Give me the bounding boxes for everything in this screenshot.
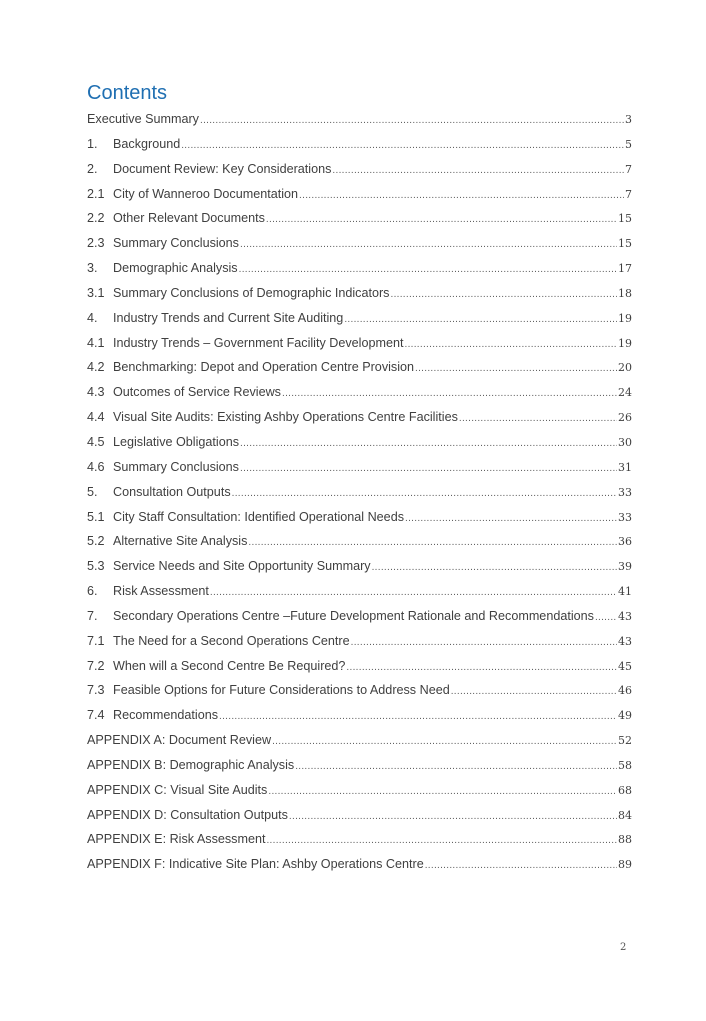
- toc-entry-number: 2.: [87, 161, 98, 176]
- toc-entry[interactable]: [87, 256, 632, 281]
- toc-entry-label[interactable]: Feasible Options for Future Considerations to Address Need: [113, 683, 450, 698]
- toc-dot-leader: [240, 457, 617, 482]
- toc-entry-label[interactable]: APPENDIX D: Consultation Outputs: [87, 807, 288, 822]
- toc-entry-page[interactable]: 43: [618, 609, 632, 623]
- toc-entry-page[interactable]: 19: [618, 336, 632, 350]
- toc-dot-leader: [282, 382, 617, 407]
- toc-entry-label[interactable]: Summary Conclusions: [113, 236, 239, 251]
- toc-entry-page[interactable]: 33: [618, 485, 632, 499]
- toc-entry[interactable]: [87, 132, 632, 157]
- toc-entry-label[interactable]: When will a Second Centre Be Required?: [113, 658, 346, 673]
- toc-entry-label[interactable]: Industry Trends and Current Site Auditing: [113, 310, 344, 325]
- toc-entry-page[interactable]: 68: [618, 783, 632, 797]
- toc-entry-number: 5.3: [87, 559, 105, 574]
- toc-entry-label[interactable]: Alternative Site Analysis: [113, 534, 248, 549]
- toc-entry-number: 4.2: [87, 360, 105, 375]
- toc-entry-number: 6.: [87, 584, 98, 599]
- toc-entry-label[interactable]: City of Wanneroo Documentation: [113, 186, 299, 201]
- page-number: 2: [620, 942, 627, 953]
- toc-entry[interactable]: [87, 281, 632, 306]
- toc-entry-page[interactable]: 30: [618, 435, 632, 449]
- toc-dot-leader: [459, 407, 617, 432]
- toc-entry-page[interactable]: 19: [618, 311, 632, 325]
- toc-entry-page[interactable]: 31: [618, 460, 632, 474]
- toc-entry-label[interactable]: Legislative Obligations: [113, 434, 240, 449]
- toc-entry-label[interactable]: APPENDIX C: Visual Site Audits: [87, 782, 268, 797]
- toc-dot-leader: [344, 308, 617, 333]
- toc-entry-label[interactable]: Service Needs and Site Opportunity Summary: [113, 559, 371, 574]
- toc-entry[interactable]: [87, 107, 632, 132]
- toc-dot-leader: [181, 134, 624, 159]
- toc-entry-page[interactable]: 7: [625, 162, 632, 176]
- toc-entry-label[interactable]: Executive Summary: [87, 112, 199, 126]
- toc-entry-label[interactable]: Demographic Analysis: [113, 261, 238, 276]
- toc-entry[interactable]: [87, 728, 632, 753]
- toc-entry[interactable]: [87, 529, 632, 554]
- toc-entry-number: 2.1: [87, 186, 105, 201]
- toc-entry[interactable]: [87, 654, 632, 679]
- toc-entry-label[interactable]: Industry Trends – Government Facility Development: [113, 335, 404, 350]
- toc-entry-page[interactable]: 33: [618, 510, 632, 524]
- toc-dot-leader: [240, 233, 617, 258]
- toc-entry-number: 2.2: [87, 211, 105, 226]
- toc-dot-leader: [595, 606, 617, 631]
- toc-entry-label[interactable]: Consultation Outputs: [113, 484, 231, 499]
- toc-entry-number: 4.: [87, 310, 98, 325]
- toc-entry[interactable]: [87, 380, 632, 405]
- toc-entry-number: 7.2: [87, 658, 105, 673]
- toc-entry-page[interactable]: 3: [625, 113, 632, 126]
- toc-entry[interactable]: [87, 803, 632, 828]
- toc-entry[interactable]: [87, 579, 632, 604]
- toc-entry[interactable]: [87, 182, 632, 207]
- toc-entry[interactable]: [87, 355, 632, 380]
- toc-entry-label[interactable]: APPENDIX B: Demographic Analysis: [87, 757, 295, 772]
- toc-entry-page[interactable]: 84: [618, 808, 632, 822]
- toc-entry-label[interactable]: The Need for a Second Operations Centre: [113, 633, 350, 648]
- toc-entry-number: 5.: [87, 484, 98, 499]
- toc-entry-page[interactable]: 24: [618, 386, 632, 400]
- toc-entry-page[interactable]: 18: [618, 286, 632, 300]
- toc-dot-leader: [210, 581, 617, 606]
- toc-dot-leader: [219, 705, 617, 730]
- toc-entry-page[interactable]: 58: [618, 758, 632, 772]
- toc-dot-leader: [266, 208, 617, 233]
- toc-dot-leader: [372, 556, 617, 581]
- toc-entry[interactable]: [87, 405, 632, 430]
- toc-entry-number: 3.: [87, 261, 98, 276]
- toc-entry-page[interactable]: 20: [618, 361, 632, 375]
- toc-entry-number: 5.2: [87, 534, 105, 549]
- toc-entry[interactable]: [87, 678, 632, 703]
- toc-dot-leader: [351, 631, 617, 656]
- toc-entry-page[interactable]: 49: [618, 709, 632, 723]
- toc-dot-leader: [200, 109, 624, 134]
- toc-entry-page[interactable]: 15: [618, 237, 632, 251]
- toc-dot-leader: [239, 258, 617, 283]
- toc-entry[interactable]: [87, 455, 632, 480]
- toc-dot-leader: [299, 184, 624, 209]
- toc-entry-page[interactable]: 46: [618, 684, 632, 698]
- toc-entry-label[interactable]: Summary Conclusions of Demographic Indicators: [113, 285, 390, 300]
- toc-dot-leader: [404, 333, 617, 358]
- toc-entry-number: 4.6: [87, 459, 105, 474]
- toc-entry-label[interactable]: Document Review: Key Considerations: [113, 161, 332, 176]
- toc-entry-number: 4.5: [87, 434, 105, 449]
- toc-entry-number: 4.4: [87, 410, 105, 425]
- toc-entry[interactable]: [87, 604, 632, 629]
- toc-entry-number: 7.1: [87, 633, 105, 648]
- toc-entry-label[interactable]: Other Relevant Documents: [113, 211, 265, 226]
- toc-entry[interactable]: [87, 753, 632, 778]
- toc-entry-label[interactable]: City Staff Consultation: Identified Operational Needs: [113, 509, 404, 524]
- toc-entry-page[interactable]: 5: [625, 137, 632, 151]
- toc-entry-number: 7.3: [87, 683, 105, 698]
- toc-entry-number: 4.1: [87, 335, 105, 350]
- toc-entry[interactable]: [87, 827, 632, 852]
- toc-entry-page[interactable]: 88: [618, 833, 632, 847]
- toc-entry-label[interactable]: APPENDIX F: Indicative Site Plan: Ashby Operations Centre: [87, 857, 424, 872]
- toc-dot-leader: [266, 829, 617, 854]
- toc-entry-label[interactable]: Benchmarking: Depot and Operation Centre Provision: [113, 360, 415, 375]
- toc-entry-label[interactable]: Risk Assessment: [113, 584, 209, 599]
- toc-entry-number: 3.1: [87, 285, 105, 300]
- toc-entry-page[interactable]: 41: [618, 585, 632, 599]
- toc-entry-page[interactable]: 45: [618, 659, 632, 673]
- toc-entry[interactable]: [87, 505, 632, 530]
- toc-entry-label[interactable]: Outcomes of Service Reviews: [113, 385, 281, 400]
- toc-dot-leader: [240, 432, 617, 457]
- toc-dot-leader: [268, 780, 617, 805]
- toc-entry-number: 4.3: [87, 385, 105, 400]
- toc-entry[interactable]: [87, 231, 632, 256]
- toc-entry[interactable]: [87, 206, 632, 231]
- toc-entry-number: 1.: [87, 136, 98, 151]
- toc-entry[interactable]: [87, 306, 632, 331]
- toc-dot-leader: [415, 357, 617, 382]
- toc-dot-leader: [248, 531, 617, 556]
- toc-dot-leader: [295, 755, 617, 780]
- toc-entry-label[interactable]: APPENDIX A: Document Review: [87, 733, 272, 748]
- toc-entry-number: 5.1: [87, 509, 105, 524]
- toc-entry[interactable]: [87, 852, 632, 877]
- toc-entry-label[interactable]: APPENDIX E: Risk Assessment: [87, 832, 266, 847]
- toc-entry-page[interactable]: 39: [618, 560, 632, 574]
- toc-dot-leader: [332, 159, 624, 184]
- toc-dot-leader: [346, 656, 617, 681]
- toc-entry-page[interactable]: 52: [618, 734, 632, 748]
- toc-entry[interactable]: [87, 703, 632, 728]
- toc-dot-leader: [405, 507, 617, 532]
- toc-entry-page[interactable]: 26: [618, 411, 632, 425]
- toc-entry-page[interactable]: 7: [625, 187, 632, 201]
- toc-dot-leader: [289, 805, 617, 830]
- toc-entry-page[interactable]: 15: [618, 212, 632, 226]
- toc-entry-label[interactable]: Secondary Operations Centre –Future Development Rationale and Recommendations: [113, 608, 594, 623]
- toc-entry-page[interactable]: 36: [618, 535, 632, 549]
- toc-entry-label[interactable]: Recommendations: [113, 708, 218, 723]
- toc-entry-page[interactable]: 17: [618, 262, 632, 276]
- toc-entry-label[interactable]: Summary Conclusions: [113, 459, 239, 474]
- toc-entry-number: 7.4: [87, 708, 105, 723]
- toc-entry[interactable]: [87, 778, 632, 803]
- toc-entry[interactable]: [87, 554, 632, 579]
- toc-dot-leader: [272, 730, 617, 755]
- toc-entry-page[interactable]: 43: [618, 634, 632, 648]
- toc-dot-leader: [390, 283, 617, 308]
- toc-entry[interactable]: [87, 480, 632, 505]
- table-of-contents: [87, 107, 632, 877]
- toc-dot-leader: [451, 680, 617, 705]
- toc-entry-label[interactable]: Visual Site Audits: Existing Ashby Operations Centre Facilities: [113, 410, 458, 425]
- toc-entry-page[interactable]: 89: [618, 858, 632, 872]
- toc-heading: Contents: [87, 82, 168, 104]
- toc-entry-label[interactable]: Background: [113, 136, 181, 151]
- toc-entry[interactable]: [87, 157, 632, 182]
- toc-entry-number: 7.: [87, 608, 98, 623]
- toc-entry-number: 2.3: [87, 236, 105, 251]
- toc-entry[interactable]: [87, 331, 632, 356]
- toc-entry[interactable]: [87, 430, 632, 455]
- toc-dot-leader: [425, 854, 617, 879]
- toc-dot-leader: [232, 482, 617, 507]
- toc-entry[interactable]: [87, 629, 632, 654]
